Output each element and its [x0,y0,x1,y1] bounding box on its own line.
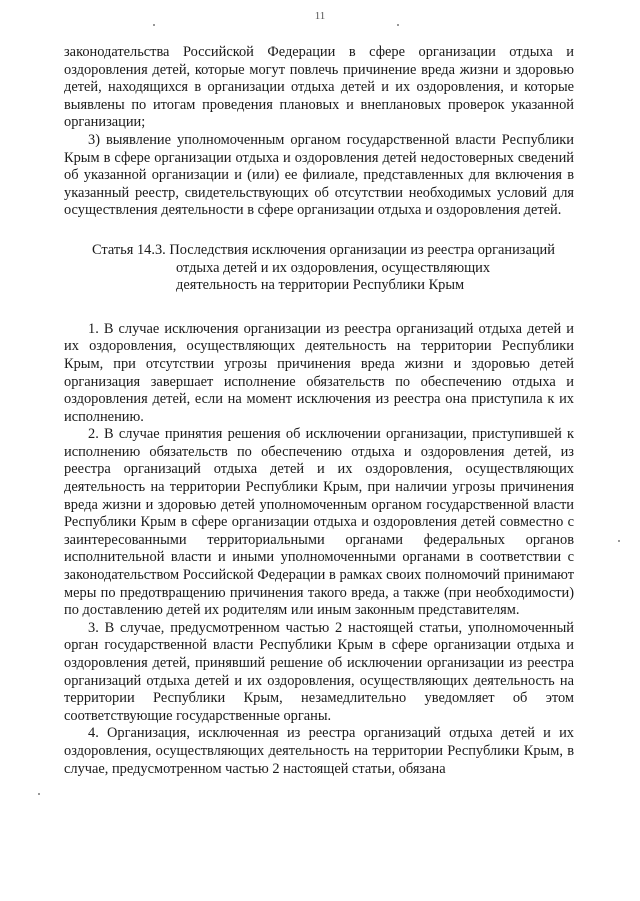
article-title: Последствия исключения организации из реестра организаций отдыха детей и их оздоровления, осуществляющих деятельность на территории Республики Крым [169,241,555,294]
paragraph-item-3: 3) выявление уполномоченным органом государственной власти Республики Крым в сфере организации отдыха и оздоровления детей недостоверных сведений об указанной организации и (или) ее филиале, представленных для включения в указанный реестр, свидетельствующих об отсутствии необходимых условий для осуществления деятельности в сфере организации отдыха и оздоровления детей. [64,131,574,219]
article-paragraph-3: 3. В случае, предусмотренном частью 2 настоящей статьи, уполномоченный орган государственной власти Республики Крым в сфере организации отдыха и оздоровления детей, принявший решение об исключении организации из реестра организаций отдыха детей и их оздоровления, осуществляющих деятельность на территории Республики Крым, незамедлительно уведомляет об этом соответствующие государственные органы. [64,619,574,724]
scan-speck [38,793,40,795]
page-number: 11 [314,10,326,22]
scan-speck [153,24,155,26]
scan-speck [397,24,399,26]
paragraph-continuation: законодательства Российской Федерации в сфере организации отдыха и оздоровления детей, которые могут повлечь причинение вреда жизни и здоровью детей, находящихся в организации отдыха детей и их оздоровления, и которые выявлены по итогам проведения плановых и внеплановых проверок указанной организации; [64,44,574,131]
article-label: Статья 14.3. [92,241,166,258]
article-paragraph-2: 2. В случае принятия решения об исключении организации, приступившей к исполнению обязательств по обеспечению отдыха и оздоровления детей, из реестра организаций отдыха детей и их оздоровления, осуществляющих деятельность на территории Республики Крым, при наличии угрозы причинения вреда жизни и здоровью детей уполномоченным органом государственной власти Республики Крым в сфере организации отдыха и оздоровления детей совместно с заинтересованными территориальными органами федеральных органов исполнительной власти и иными уполномоченными органами в соответствии с законодательством Российской Федерации в рамках своих полномочий принимают меры по предотвращению причинения такого вреда, а также (при необходимости) по доставлению детей их родителям или иным законным представителям. [64,426,574,619]
article-paragraph-1: 1. В случае исключения организации из реестра организаций отдыха детей и их оздоровления, осуществляющих деятельность на территории Республики Крым, при отсутствии угрозы причинения вреда жизни и здоровью детей организация завершает исполнение обязательств по обеспечению отдыха и оздоровления детей, если на момент исключения из реестра она приступила к их исполнению. [64,320,574,425]
article-paragraph-4: 4. Организация, исключенная из реестра организаций отдыха детей и их оздоровления, осуществляющих деятельность на территории Республики Крым, в случае, предусмотренном частью 2 настоящей статьи, обязана [64,725,574,777]
scan-speck [618,540,620,542]
document-body [64,44,574,778]
article-heading [64,242,574,295]
